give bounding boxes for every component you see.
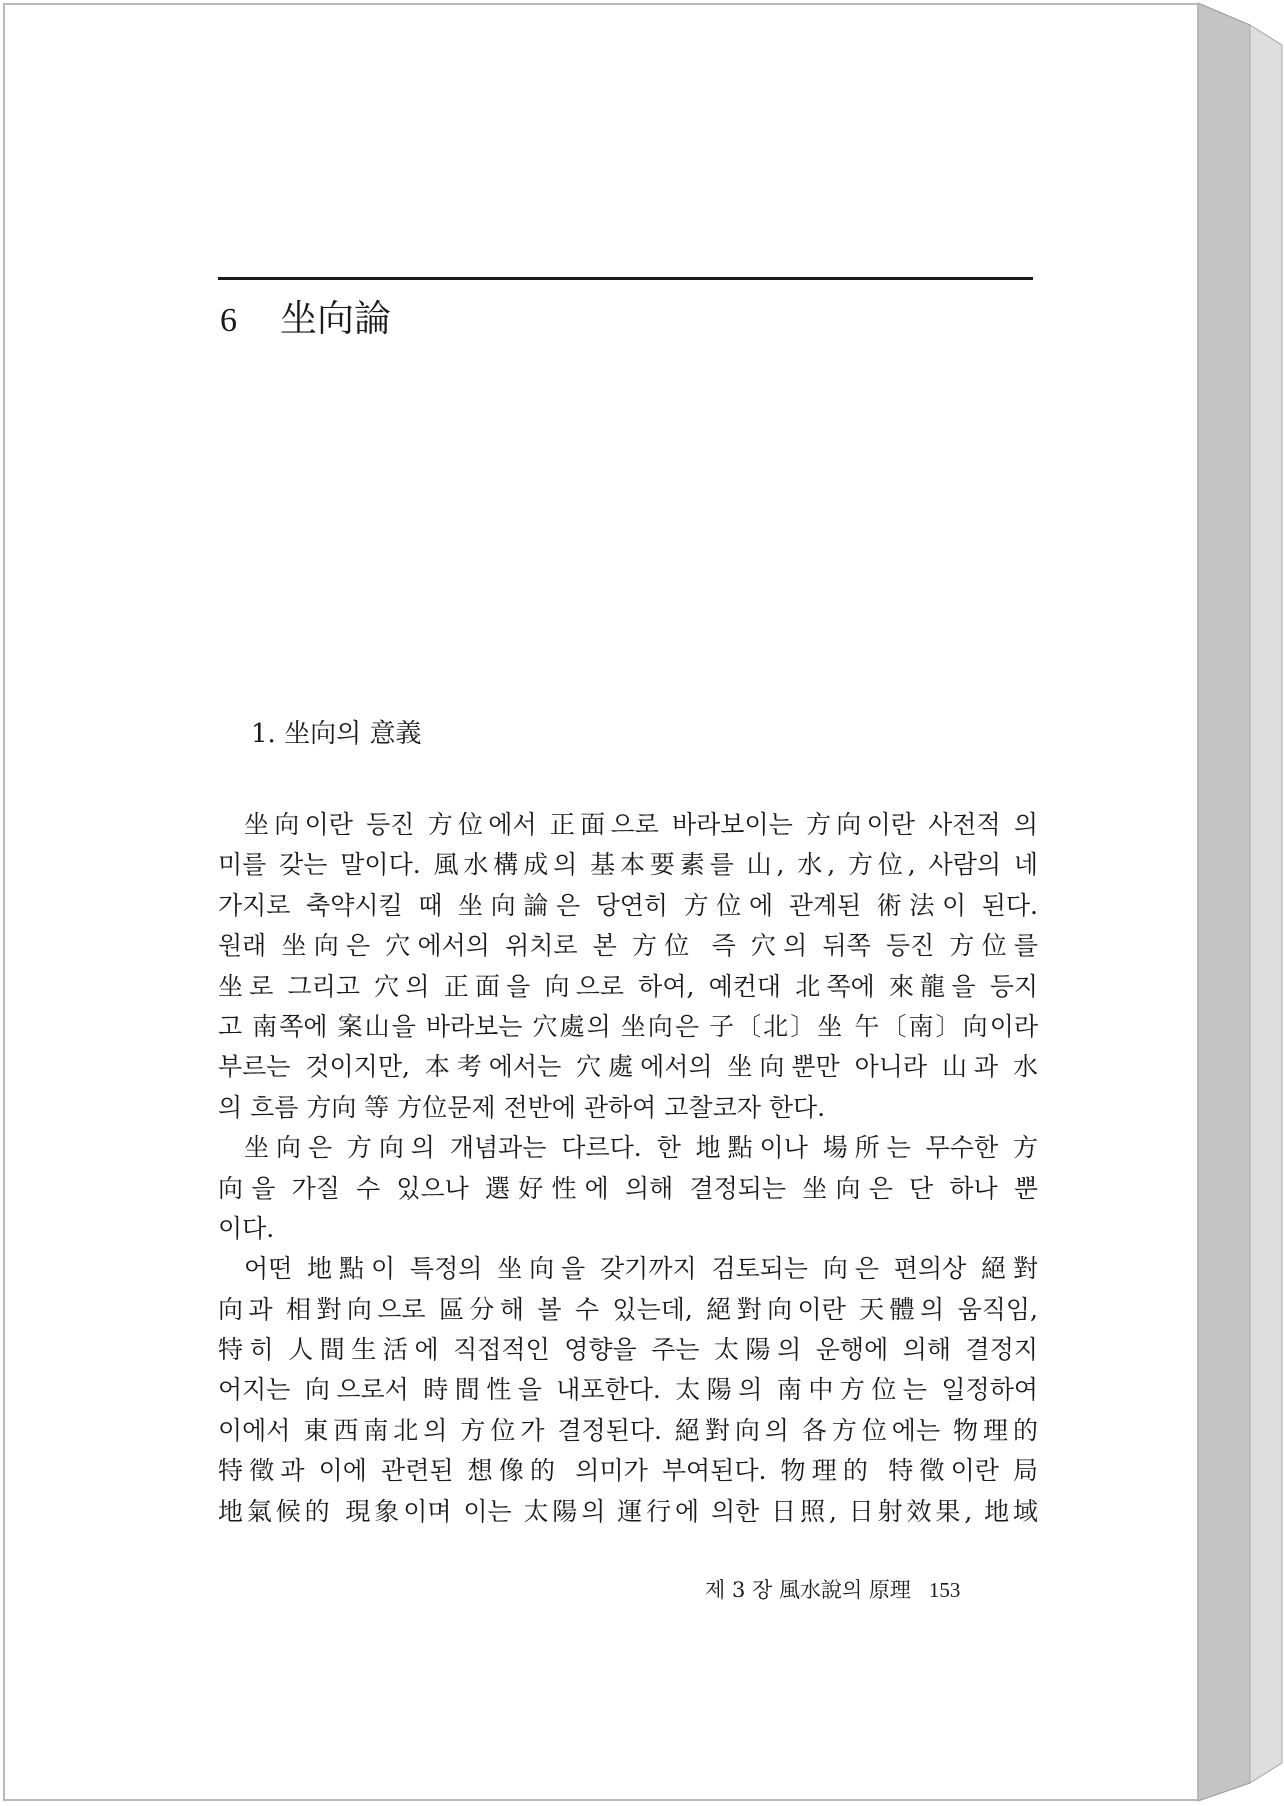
body-line: 向을 가질 수 있으나 選好性에 의해 결정되는 坐向은 단 하나 뿐 bbox=[218, 1173, 1038, 1203]
body-line: 地氣候的 現象이며 이는 太陽의 運行에 의한 日照, 日射效果, 地域 bbox=[218, 1496, 1038, 1526]
chapter-heading bbox=[220, 297, 391, 343]
body-text bbox=[218, 805, 1038, 1532]
body-line: 부르는 것이지만, 本考에서는 穴處에서의 坐向뿐만 아니라 山과 水 bbox=[218, 1052, 1038, 1082]
body-line: 원래 坐向은 穴에서의 위치로 본 方位 즉 穴의 뒤쪽 등진 方位를 bbox=[218, 931, 1038, 961]
page-content bbox=[5, 5, 1201, 1803]
body-line: 이에서 東西南北의 方位가 결정된다. 絕對向의 各方位에는 物理的 bbox=[218, 1415, 1038, 1445]
body-line: 고 南쪽에 案山을 바라보는 穴處의 坐向은 子〔北〕坐 午〔南〕向이라 bbox=[218, 1011, 1038, 1041]
page-edge-shape bbox=[1198, 3, 1284, 1803]
body-line: 미를 갖는 말이다. 風水構成의 基本要素를 山, 水, 方位, 사람의 네 bbox=[218, 850, 1038, 880]
page-number: 153 bbox=[928, 1578, 961, 1602]
body-line: 坐로 그리고 穴의 正面을 向으로 하여, 예컨대 北쪽에 來龍을 등지 bbox=[218, 971, 1038, 1001]
body-line: 가지로 축약시킬 때 坐向論은 당연히 方位에 관계된 術法이 된다. bbox=[218, 890, 1038, 920]
body-line: 坐向이란 등진 方位에서 正面으로 바라보이는 方向이란 사전적 의 bbox=[244, 810, 1038, 839]
chapter-number: 6 bbox=[220, 302, 237, 339]
body-line: 向과 相對向으로 區分해 볼 수 있는데, 絕對向이란 天體의 움직임, bbox=[218, 1294, 1038, 1324]
body-line: 이다. bbox=[218, 1213, 275, 1243]
book-page bbox=[3, 3, 1199, 1801]
chapter-rule bbox=[218, 277, 1033, 280]
body-line: 特히 人間生活에 직접적인 영향을 주는 太陽의 운행에 의해 결정지 bbox=[218, 1335, 1038, 1365]
body-line: 特徵과 이에 관련된 想像的 의미가 부여된다. 物理的 特徵이란 局 bbox=[218, 1456, 1038, 1486]
body-line: 어떤 地點이 특정의 坐向을 갖기까지 검토되는 向은 편의상 絕對 bbox=[244, 1254, 1038, 1284]
footer-chapter-label: 제 3 장 風水說의 原理 bbox=[705, 1578, 911, 1602]
running-footer bbox=[705, 1575, 960, 1605]
section-heading: 1. 坐向의 意義 bbox=[251, 719, 422, 749]
body-line: 의 흐름 方向 等 方位문제 전반에 관하여 고찰코자 한다. bbox=[218, 1092, 826, 1122]
body-line: 어지는 向으로서 時間性을 내포한다. 太陽의 南中方位는 일정하여 bbox=[218, 1375, 1038, 1405]
body-line: 坐向은 方向의 개념과는 다르다. 한 地點이나 場所는 무수한 方 bbox=[244, 1133, 1038, 1163]
chapter-title: 坐向論 bbox=[280, 297, 391, 340]
